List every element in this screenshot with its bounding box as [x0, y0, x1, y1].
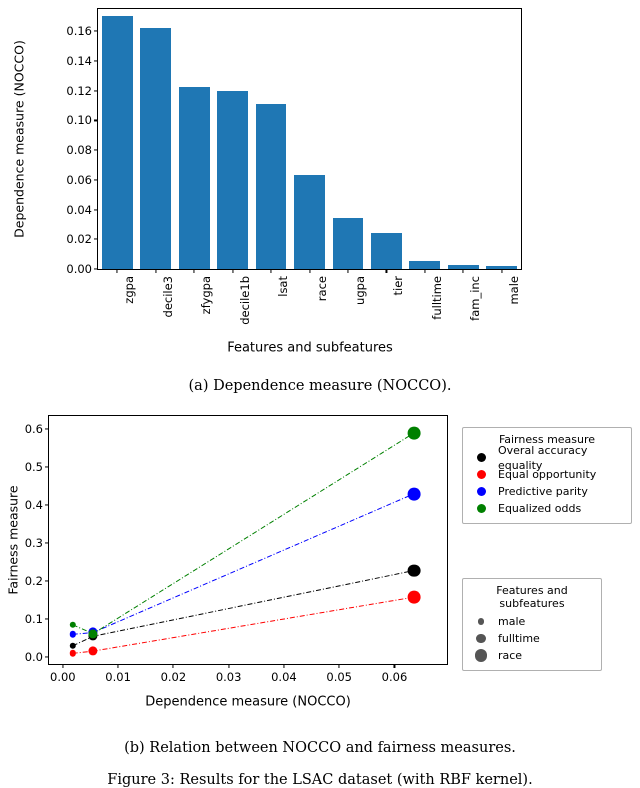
y-axis-label-a: Dependence measure (NOCCO) — [11, 40, 27, 238]
legend-size-dot-icon — [471, 634, 491, 643]
bar-ugpa — [333, 218, 364, 269]
x-tick-label-male: male — [506, 276, 521, 305]
x-axis-label-b: Dependence measure (NOCCO) — [145, 694, 351, 710]
x-tick-label-tier: tier — [391, 276, 406, 296]
legend-fairness-title: Fairness measure — [498, 433, 596, 446]
legend-label: Predictive parity — [498, 485, 588, 498]
y-tick-label: 0.06 — [66, 172, 92, 187]
y-tick-mark — [94, 60, 98, 61]
x-tick-label: 0.00 — [50, 670, 76, 684]
y-tick-label: 0.3 — [24, 536, 43, 551]
y-tick-mark — [94, 209, 98, 210]
x-tick-label-ugpa: ugpa — [352, 276, 367, 305]
legend-label: race — [498, 649, 523, 662]
legend-size-dot-icon — [471, 649, 491, 662]
legend-label: fulltime — [498, 632, 540, 645]
x-tick-mark — [501, 269, 502, 273]
caption-panel-a: (a) Dependence measure (NOCCO). — [188, 378, 452, 394]
y-tick-mark — [45, 505, 49, 506]
y-tick-label: 0.00 — [66, 262, 92, 276]
y-tick-mark — [45, 657, 49, 658]
point-male-predictive-parity — [70, 631, 76, 637]
legend-label: male — [498, 615, 526, 628]
y-tick-mark — [45, 467, 49, 468]
point-race-predictive-parity — [407, 487, 420, 500]
x-tick-mark — [347, 269, 348, 273]
x-tick-mark — [394, 664, 395, 668]
y-tick-label: 0.16 — [66, 24, 92, 39]
y-tick-mark — [45, 429, 49, 430]
panel-a-bar-chart — [0, 0, 640, 360]
bar-series — [98, 9, 521, 269]
x-tick-label: 0.04 — [271, 670, 297, 684]
y-tick-mark — [94, 90, 98, 91]
point-race-equalized-odds — [407, 427, 420, 440]
x-tick-label-lsat: lsat — [276, 276, 291, 297]
x-tick-mark — [155, 269, 156, 273]
x-tick-mark — [232, 269, 233, 273]
y-tick-label: 0.10 — [66, 113, 92, 128]
legend-item-equalized-odds — [471, 500, 623, 517]
bar-decile1b — [217, 91, 248, 269]
y-tick-label: 0.6 — [24, 422, 43, 437]
point-race-equal-opportunity — [407, 591, 420, 604]
x-tick-mark — [62, 664, 63, 668]
legend-item-race — [471, 647, 593, 664]
y-tick-mark — [45, 581, 49, 582]
y-tick-label: 0.4 — [24, 498, 43, 513]
y-tick-label: 0.04 — [66, 202, 92, 217]
x-axis-label-a: Features and subfeatures — [227, 340, 393, 356]
bar-zgpa — [102, 16, 133, 269]
legend-fairness-measure — [462, 427, 632, 524]
x-tick-label-fam_inc: fam_inc — [468, 276, 483, 321]
y-tick-mark — [45, 619, 49, 620]
point-male-equal-opportunity — [70, 650, 76, 656]
x-tick-label-race: race — [314, 276, 329, 302]
bar-zfygpa — [179, 87, 210, 269]
legend-label: Overal accuracy equality — [498, 443, 588, 472]
legend-label: Equalized odds — [498, 502, 582, 515]
x-tick-label-fulltime: fulltime — [429, 276, 444, 320]
legend-features — [462, 578, 602, 671]
x-tick-label-zgpa: zgpa — [122, 276, 137, 304]
legend-item-predictive-parity — [471, 483, 623, 500]
x-tick-mark — [270, 269, 271, 273]
legend-features-title: Features and subfeatures — [496, 584, 568, 610]
bar-fulltime — [409, 261, 440, 269]
bar-chart-plot-area — [66, 8, 522, 325]
x-tick-mark — [386, 269, 387, 273]
point-fulltime-equal-opportunity — [89, 646, 98, 655]
legend-label: Equal opportunity — [498, 468, 597, 481]
y-tick-mark — [94, 239, 98, 240]
point-male-overal-accuracy-equality — [70, 643, 76, 649]
y-axis-label-b: Fairness measure — [5, 485, 21, 595]
bar-decile3 — [140, 28, 171, 269]
y-tick-label: 0.12 — [66, 83, 92, 98]
caption-figure: Figure 3: Results for the LSAC dataset (with RBF kernel). — [107, 772, 533, 788]
y-tick-label: 0.5 — [24, 460, 43, 475]
y-tick-label: 0.2 — [24, 574, 43, 589]
x-tick-label: 0.05 — [326, 670, 353, 684]
x-tick-label-decile1b: decile1b — [237, 276, 252, 325]
legend-color-dot-icon — [471, 453, 491, 462]
panel-b-scatter-chart — [0, 405, 640, 735]
y-tick-mark — [94, 268, 98, 269]
x-tick-mark — [309, 269, 310, 273]
x-tick-mark — [463, 269, 464, 273]
x-tick-label: 0.01 — [105, 670, 131, 684]
y-tick-mark — [94, 120, 98, 121]
y-tick-mark — [94, 150, 98, 151]
legend-item-overal-accuracy-equality — [471, 443, 623, 472]
y-tick-label: 0.02 — [66, 232, 92, 247]
caption-panel-b: (b) Relation between NOCCO and fairness measures. — [124, 740, 516, 756]
x-tick-mark — [424, 269, 425, 273]
x-tick-mark — [194, 269, 195, 273]
y-tick-mark — [94, 31, 98, 32]
legend-color-dot-icon — [471, 470, 491, 479]
bar-race — [294, 175, 325, 269]
x-tick-label-decile3: decile3 — [160, 276, 175, 318]
x-tick-label: 0.03 — [215, 670, 242, 684]
x-tick-label: 0.06 — [381, 670, 408, 684]
legend-item-male — [471, 613, 593, 630]
point-race-overal-accuracy-equality — [407, 564, 420, 577]
x-tick-mark — [118, 664, 119, 668]
legend-item-fulltime — [471, 630, 593, 647]
x-tick-mark — [339, 664, 340, 668]
bar-tier — [371, 233, 402, 269]
x-tick-mark — [117, 269, 118, 273]
x-tick-label: 0.02 — [160, 670, 187, 684]
y-tick-label: 0.0 — [24, 650, 43, 665]
x-tick-mark — [283, 664, 284, 668]
x-tick-mark — [173, 664, 174, 668]
scatter-plot-area — [24, 415, 448, 684]
scatter-points — [49, 416, 447, 664]
legend-size-dot-icon — [471, 618, 491, 624]
point-male-equalized-odds — [70, 622, 76, 628]
y-tick-mark — [45, 543, 49, 544]
y-tick-label: 0.08 — [66, 143, 92, 158]
bar-lsat — [256, 104, 287, 269]
y-tick-mark — [94, 179, 98, 180]
x-tick-label-zfygpa: zfygpa — [199, 276, 214, 315]
y-tick-label: 0.14 — [66, 54, 92, 68]
x-tick-mark — [228, 664, 229, 668]
legend-color-dot-icon — [471, 504, 491, 513]
legend-color-dot-icon — [471, 487, 491, 496]
y-tick-label: 0.1 — [24, 612, 43, 627]
